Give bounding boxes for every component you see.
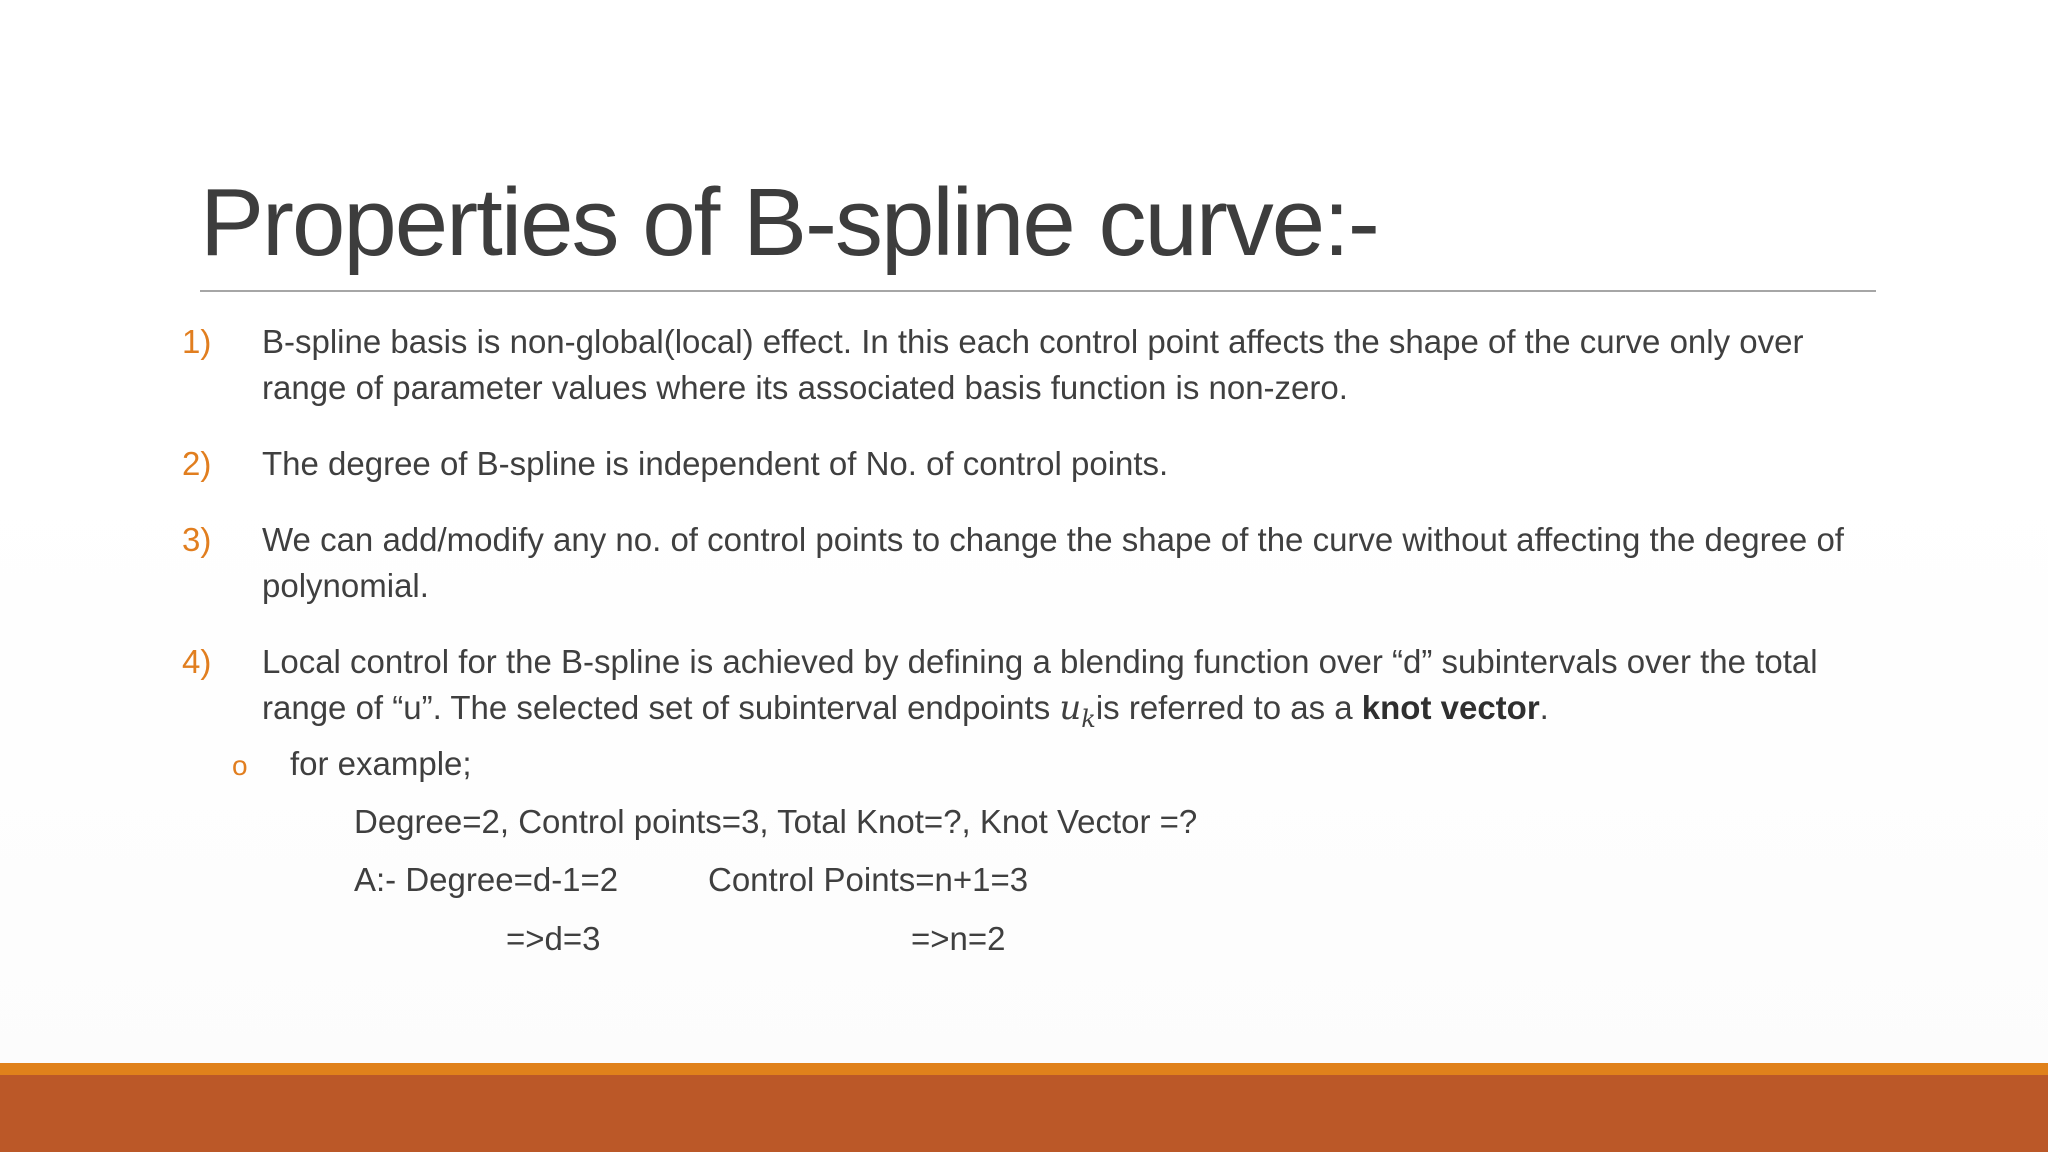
knot-variable [1059,688,1096,733]
slide-title: Properties of B-spline curve:- [200,169,1378,276]
knot-vector-term: knot vector [1361,689,1540,726]
example-result-d: =>d=3 [506,920,601,957]
item-text-before: Local control for the B-spline is achieved by defining a blending function over “d” subintervals over the total range of “u”. The selected set of subinterval endpoints [262,643,1818,726]
list-item-text: We can add/modify any no. of control points to change the shape of the curve without affecting the degree of polynomial. [262,521,1844,604]
list-number: 4) [182,643,212,680]
example-answer-control-points: Control Points=n+1=3 [708,861,1029,898]
list-number: 1) [182,323,212,360]
list-item-4 [182,639,1882,731]
list-item-text: The degree of B-spline is independent of No. of control points. [262,445,1169,482]
title-divider [200,290,1876,292]
footer-accent-stripe [0,1063,2048,1075]
example-question: Degree=2, Control points=3, Total Knot=?, Knot Vector =? [354,803,1198,840]
sub-bullet-text: for example; [290,745,472,782]
list-item-text: B-spline basis is non-global(local) effect. In this each control point affects the shape of the curve only over range of parameter values where its associated basis function is non-zero. [262,323,1804,406]
item-text-after: . [1539,689,1549,726]
list-number: 2) [182,445,212,482]
example-result-n: =>n=2 [911,920,1006,957]
list-number: 3) [182,521,212,558]
footer-band [0,1075,2048,1152]
circle-bullet-icon: o [232,750,248,781]
sub-bullet-example [232,741,472,789]
variable-base: u [1059,688,1082,728]
item-text-middle: is referred to as a [1095,689,1362,726]
list-item-1 [182,319,1882,411]
example-answer-degree: A:- Degree=d-1=2 [354,861,619,898]
variable-subscript: k [1081,704,1096,733]
list-item-text [262,639,1882,731]
list-item-2 [182,441,1882,487]
list-item-3 [182,517,1882,609]
